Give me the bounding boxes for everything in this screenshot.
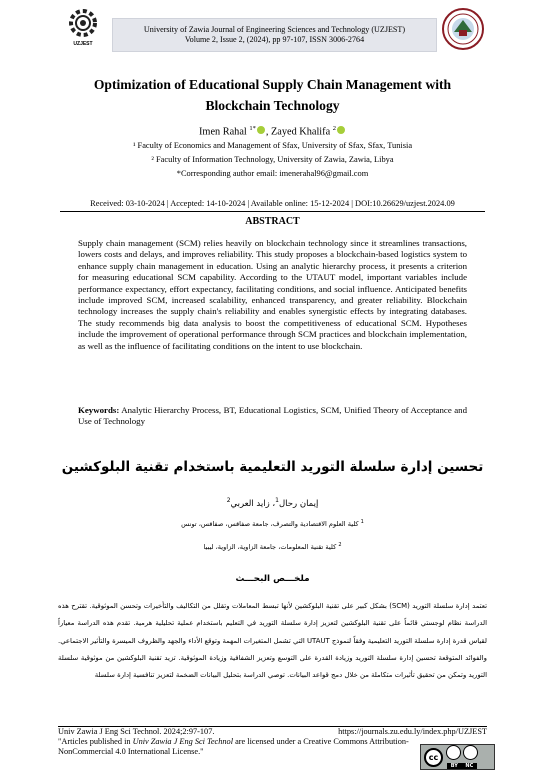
by-label: BY: [450, 763, 458, 769]
university-seal: [442, 8, 484, 50]
nc-label: NC: [465, 763, 474, 769]
arabic-aff-2-sup: 2: [338, 542, 342, 548]
paper-title: [40, 74, 505, 116]
article-dates: Received: 03-10-2024 | Accepted: 14-10-2024 | Available online: 15-12-2024 | DOI:10.26629/uzjest.2024.09: [90, 199, 455, 208]
orcid-icon[interactable]: [337, 126, 345, 134]
keywords-list: Analytic Hierarchy Process, BT, Educational Logistics, SCM, Unified Theory of Acceptance and Use of Technology: [78, 405, 467, 427]
cc-icon: cc: [424, 748, 443, 767]
orcid-icon[interactable]: [257, 126, 265, 134]
cc-tags: [447, 763, 477, 769]
divider: [60, 211, 485, 212]
abstract-text: Supply chain management (SCM) relies heavily on blockchain technology since it streamlines transactions, lowers costs and delays, and improves reliability. This study proposes a blockchain-based logistics system to enhance supply chain management in education. Using an analytic hierarchy process, it presents a criterion for measuring educational SCM capability. According to the UTAUT model, important variables include performance expectancy, effort expectancy, facilitating conditions, and social influence. Anticipated benefits include improved SCM, increased scalability, enhanced transparency, and greater reliability. Blockchain technology increases the supply chain's reliability and enables synergistic effects by integrating databases. The study recommends big data analysis to boost the competitiveness of educational SCM. Hypotheses include the improvement of operational performance through SCM practices and blockchain implementation, as well as the influence of facilitating conditions on the intent to use blockchain.: [78, 238, 467, 351]
license-text: [58, 737, 413, 756]
paper-title-line1: Optimization of Educational Supply Chain Management with: [93, 77, 452, 92]
arabic-author-separator: ،: [269, 498, 276, 509]
arabic-affiliation-1: [60, 519, 485, 528]
noncommercial-icon: [463, 745, 478, 760]
arabic-author-2-sup: 2: [226, 497, 231, 504]
abstract-heading: ABSTRACT: [245, 216, 300, 227]
journal-logo-text: UZJEST: [73, 41, 93, 47]
arabic-aff-1-sup: 1: [360, 519, 364, 525]
paper-title-line2: Blockchain Technology: [205, 98, 340, 113]
footer-citation: Univ Zawia J Eng Sci Technol. 2024;2:97-107.: [58, 727, 215, 736]
journal-header-box: [112, 18, 437, 52]
author-1-sup: 1*: [249, 125, 256, 132]
by-person-icon: [446, 745, 461, 760]
keywords: [78, 405, 467, 428]
arabic-author-1-sup: 1: [275, 497, 279, 504]
arabic-abstract-text: تعتمد إدارة سلسلة التوريد (SCM) بشكل كبير على تقنية البلوكشين لأنها تبسط المعاملات وتقلل من التكاليف والتأخيرات وتحسن الموثوقية. تقترح هذه الدراسة نظام لوجستي قائماً على تقنية البلوكشين لتعزيز إدارة سلسلة التوريد في التعليم باستخدام عملية تحليلية هرمية. تقدم هذه الدراسة معياراً لقياس قدرة إدارة سلسلة التوريد التعليمية وفقاً لنموذج UTAUT التي تشمل المتغيرات المهمة وتوقع الأداء والجهد والظروف الميسرة والتأثير الاجتماعي. والفوائد المتوقعة تحسين إدارة سلسلة التوريد وزيادة القدرة على التوسع وتعزيز الشفافية وزيادة الموثوقية. تزيد تقنية البلوكشين من موثوقية سلسلة التوريد وتمكن من تحقيق تأثيرات متكاملة من خلال دمج قواعد البيانات. توصي الدراسة بتحليل البيانات الضخمة لتعزيز تنافسية إدارة سلسلة: [58, 602, 487, 680]
cc-license-badge[interactable]: [420, 744, 495, 770]
cc-attribution-icons: [447, 745, 477, 769]
author-2: Zayed Khalifa: [270, 126, 333, 138]
arabic-aff-1: كلية العلوم الاقتصادية والتصرف، جامعة صفاقس، صفاقس، تونس: [181, 520, 361, 529]
license-pre: "Articles published in: [58, 737, 133, 746]
license-journal: Univ Zawia J Eng Sci Technol: [132, 737, 233, 746]
author-2-sup: 2: [332, 125, 336, 132]
arabic-title: تحسين إدارة سلسلة التوريد التعليمية باستخدام تقنية البلوكشين: [61, 459, 484, 475]
journal-volume: Volume 2, Issue 2, (2024), pp 97-107, ISSN 3006-2764: [184, 35, 365, 44]
author-separator: ,: [265, 126, 271, 138]
arabic-author-2: زايد العربي: [230, 498, 270, 509]
keywords-label: Keywords:: [78, 405, 120, 415]
affiliation-2: ² Faculty of Information Technology, University of Zawia, Zawia, Libya: [151, 155, 394, 164]
journal-name: University of Zawia Journal of Engineering Sciences and Technology (UZJEST): [143, 25, 406, 34]
license-post: are licensed under a Creative Commons Attribution-NonCommercial 4.0 International License.": [58, 737, 409, 756]
arabic-authors: [40, 497, 505, 509]
arabic-abstract-heading: ملخـــص البحـــث: [235, 574, 310, 584]
arabic-aff-2: كلية تقنية المعلومات، جامعة الزاوية، الزاوية، ليبيا: [203, 543, 339, 552]
corresponding-author: *Corresponding author email: imenerahal96@gmail.com: [176, 169, 369, 178]
arabic-author-1: إيمان رحال: [279, 498, 319, 509]
author-1: Imen Rahal: [199, 126, 250, 138]
footer-url[interactable]: https://journals.zu.edu.ly/index.php/UZJEST: [338, 727, 487, 736]
affiliation-1: ¹ Faculty of Economics and Management of Sfax, University of Sfax, Sfax, Tunisia: [132, 141, 413, 150]
arabic-affiliation-2: [60, 542, 485, 551]
authors: [40, 125, 505, 137]
